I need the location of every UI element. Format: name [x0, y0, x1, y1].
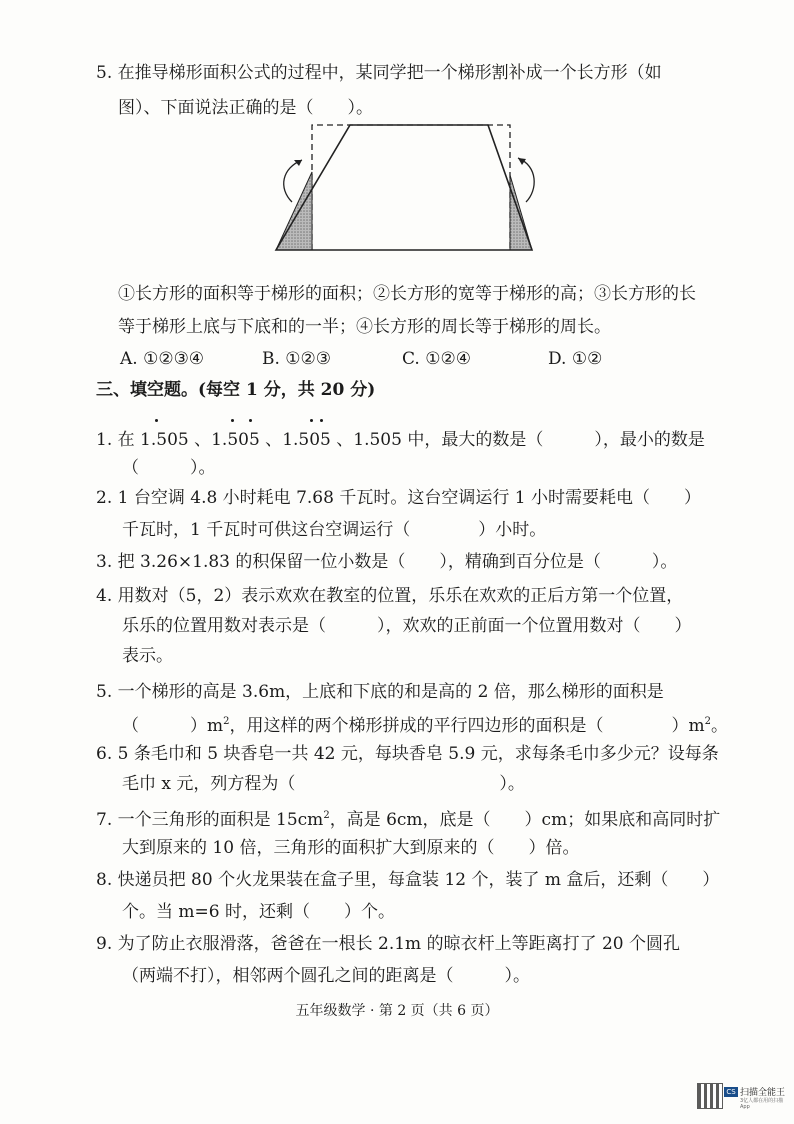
- trapezoid-outline: [276, 125, 532, 250]
- number-1505-repeat-5: 1.505: [140, 428, 189, 452]
- scanner-watermark: [724, 1085, 790, 1110]
- q5-option-a: A. ①②③④: [120, 349, 205, 369]
- fill-q6-line1: 6. 5 条毛巾和 5 块香皂一共 42 元，每块香皂 5.9 元，求每条毛巾多少元？设每条: [96, 744, 719, 764]
- q5-statement-line2: 等于梯形上底与下底和的一半；④长方形的周长等于梯形的周长。: [118, 317, 611, 337]
- squared-superscript: 2: [323, 810, 330, 821]
- fill-q9-line1: 9. 为了防止衣服滑落，爸爸在一根长 2.1m 的晾衣杆上等距离打了 20 个圆孔: [96, 934, 681, 954]
- q5-option-b: B. ①②③: [262, 349, 332, 369]
- fill-q4-line1: 4. 用数对（5，2）表示欢欢在教室的位置，乐乐在欢欢的正后方第一个位置，: [96, 586, 684, 606]
- q5-line2: 图）、下面说法正确的是（ ）。: [118, 98, 373, 118]
- scanner-app-name: 扫描全能王: [740, 1088, 786, 1098]
- fill-q6-line2: 毛巾 x 元，列方程为（ ）。: [122, 774, 525, 794]
- camscanner-logo-icon: CS: [724, 1087, 738, 1097]
- fill-q3-line1: 3. 把 3.26×1.83 的积保留一位小数是（ ），精确到百分位是（ ）。: [96, 552, 678, 572]
- squared-superscript: 2: [704, 716, 711, 727]
- trapezoid-rectangle-figure: [270, 120, 540, 255]
- fill-q2-line2: 千瓦时，1 千瓦时可供这台空调运行（ ）小时。: [122, 520, 547, 540]
- scanner-tagline: 3亿人都在用的扫描App: [740, 1098, 784, 1110]
- fill-q5-line1: 5. 一个梯形的高是 3.6m，上底和下底的和是高的 2 倍，那么梯形的面积是: [96, 682, 664, 702]
- q5-option-c: C. ①②④: [402, 349, 471, 369]
- fill-q4-line2: 乐乐的位置用数对表示是（ ），欢欢的正前面一个位置用数对（ ）: [122, 616, 692, 636]
- fill-q1-line2: （ ）。: [122, 458, 216, 478]
- rectangle-dashed-outline: [312, 125, 510, 250]
- left-rotate-arrow: [284, 160, 302, 202]
- section-3-title: 三、填空题。(每空 1 分，共 20 分): [96, 380, 376, 400]
- fill-q7-line1: 7. 一个三角形的面积是 $15cm^2$，高是 6cm，底是（ ）cm；如果底和高同时扩: [96, 810, 721, 830]
- qr-code-icon: [697, 1083, 723, 1109]
- number-1505-repeat-505: 1.505: [211, 428, 260, 452]
- number-1505-repeat-05: 1.505: [282, 428, 331, 452]
- right-rotate-arrow: [518, 158, 534, 202]
- fill-q7-line2: 大到原来的 10 倍，三角形的面积扩大到原来的（ ）倍。: [122, 838, 580, 858]
- left-shaded-triangle: [276, 172, 312, 250]
- q5-option-d: D. ①②: [548, 349, 603, 369]
- fill-q4-line3: 表示。: [122, 646, 173, 666]
- fill-q1-line1: 1. 在 1.505 、1.505 、1.505 、1.505 中，最大的数是（ ），最小的数是: [96, 428, 705, 452]
- fill-q8-line2: 个。当 m=6 时，还剩（ ）个。: [122, 902, 395, 922]
- fill-q9-line2: （两端不打），相邻两个圆孔之间的距离是（ ）。: [122, 966, 530, 986]
- squared-superscript: 2: [223, 716, 230, 727]
- fill-q5-line2: （ ）$m^2$，用这样的两个梯形拼成的平行四边形的面积是（ ）$m^2$。: [122, 716, 728, 736]
- fill-q1-prefix: 1. 在: [96, 430, 141, 450]
- fill-q2-line1: 2. 1 台空调 4.8 小时耗电 7.68 千瓦时。这台空调运行 1 小时需要耗电（ ）: [96, 488, 701, 508]
- q5-statement-line1: ①长方形的面积等于梯形的面积；②长方形的宽等于梯形的高；③长方形的长: [118, 284, 696, 304]
- q5-line1: 5. 在推导梯形面积公式的过程中，某同学把一个梯形割补成一个长方形（如: [96, 63, 662, 83]
- number-1505: 1.505: [353, 430, 402, 450]
- page-footer: 五年级数学 · 第 2 页（共 6 页）: [295, 1003, 499, 1019]
- fill-q8-line1: 8. 快递员把 80 个火龙果装在盒子里，每盒装 12 个，装了 m 盒后，还剩（ ）: [96, 870, 720, 890]
